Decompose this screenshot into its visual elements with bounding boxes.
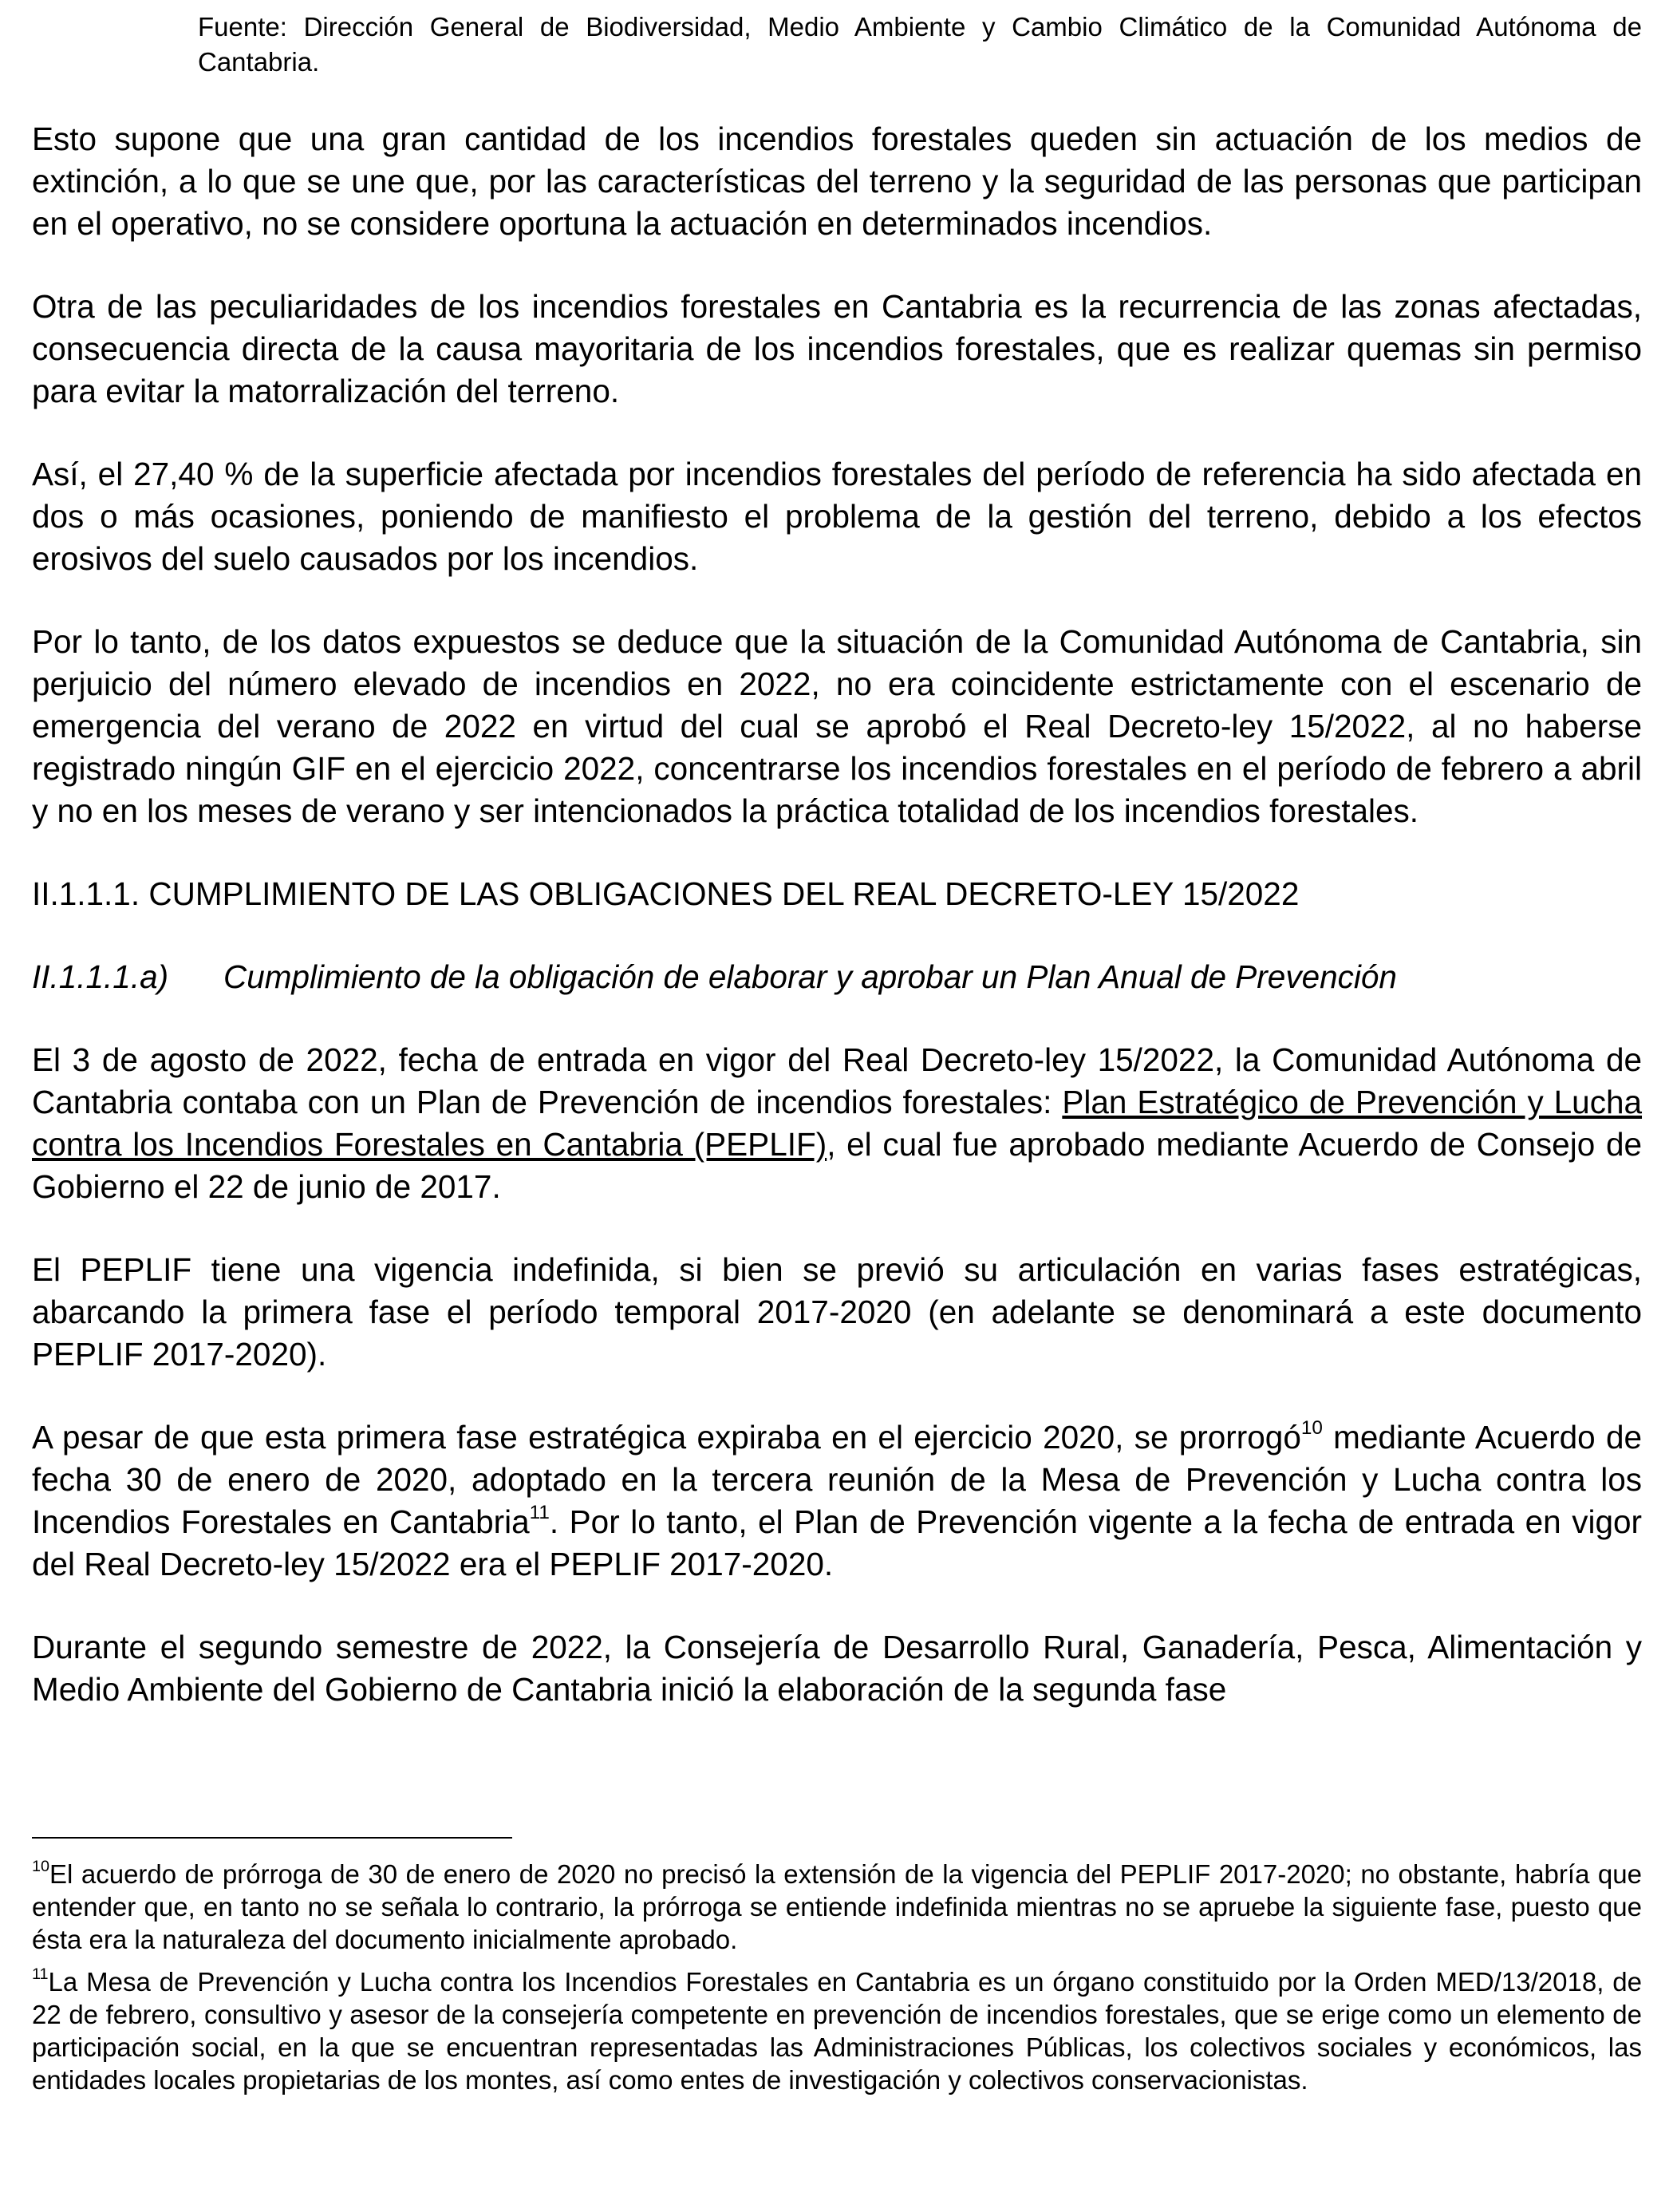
footnote-ref-10[interactable]: 10 <box>1300 1416 1323 1439</box>
paragraph-8: Durante el segundo semestre de 2022, la Consejería de Desarrollo Rural, Ganadería, Pesca, Alimentación y Medio Ambiente del Gobierno de Cantabria inició la elaboración de la segunda fase <box>32 1629 1642 1708</box>
paragraph-2: Otra de las peculiaridades de los incendios forestales en Cantabria es la recurrencia de las zonas afectadas, consecuencia directa de la causa mayoritaria de los incendios forestales, que es realizar quemas sin permiso para evitar la matorralización del terreno. <box>32 288 1642 409</box>
paragraph-7-part2: mediante Acuerdo de fecha 30 de enero de 2020, adoptado en la tercera reunión de la Mesa de Prevención y Lucha contra los Incendios Forestales en Cantabria <box>32 1419 1642 1540</box>
subheading-number: II.1.1.1.a) <box>32 958 169 995</box>
paragraph-4: Por lo tanto, de los datos expuestos se deduce que la situación de la Comunidad Autónoma de Cantabria, sin perjuicio del número elevado de incendios en 2022, no era coincidente estrictamente con el escenario de emergencia del verano de 2022 en virtud del cual se aprobó el Real Decreto-ley 15/2022, al no haberse registrado ningún GIF en el ejercicio 2022, concentrarse los incendios forestales en el período de febrero a abril y no en los meses de verano y ser intencionados la práctica totalidad de los incendios forestales. <box>32 623 1642 829</box>
peplif-plan-link[interactable]: Plan Estratégico de Prevención y Lucha contra los Incendios Forestales en Cantabria (PEPLIF) <box>32 1084 1643 1163</box>
footnote-text: La Mesa de Prevención y Lucha contra los Incendios Forestales en Cantabria es un órgano constituido por la Orden MED/13/2018, de 22 de febrero, consultivo y asesor de la consejería competente en prevención de incendios forestales, que se erige como un elemento de participación social, en la que se encuentran representadas las Administraciones Públicas, los colectivos sociales y económicos, las entidades locales propietarias de los montes, así como entes de investigación y colectivos conservacionistas. <box>32 1967 1642 2095</box>
subheading-title: Cumplimiento de la obligación de elaborar y aprobar un Plan Anual de Prevención <box>223 958 1397 995</box>
footnote-11 <box>32 1965 1642 2096</box>
paragraph-7 <box>32 1416 1642 1586</box>
paragraph-5 <box>32 1039 1642 1208</box>
source-note: Fuente: Dirección General de Biodiversidad, Medio Ambiente y Cambio Climático de la Comunidad Autónoma de Cantabria. <box>198 12 1642 77</box>
footnotes <box>32 1858 1642 2106</box>
section-heading: II.1.1.1. CUMPLIMIENTO DE LAS OBLIGACIONES DEL REAL DECRETO-LEY 15/2022 <box>32 875 1300 912</box>
main-text <box>32 118 1642 1752</box>
footnote-separator <box>32 1837 512 1839</box>
footnote-ref-11[interactable]: 11 <box>529 1501 550 1523</box>
footnote-number: 11 <box>32 1965 49 1984</box>
paragraph-3: Así, el 27,40 % de la superficie afectada por incendios forestales del período de referencia ha sido afectada en dos o más ocasiones, poniendo de manifiesto el problema de la gestión del terreno, debido a los efectos erosivos del suelo causados por los incendios. <box>32 456 1642 577</box>
paragraph-6: El PEPLIF tiene una vigencia indefinida, si bien se previó su articulación en varias fases estratégicas, abarcando la primera fase el período temporal 2017-2020 (en adelante se denominará a este documento PEPLIF 2017-2020). <box>32 1251 1642 1373</box>
paragraph-7-part1: A pesar de que esta primera fase estratégica expiraba en el ejercicio 2020, se prorrogó <box>32 1419 1301 1456</box>
footnote-10 <box>32 1858 1642 1956</box>
footnote-number: 10 <box>32 1858 50 1876</box>
section-subheading <box>32 956 1642 998</box>
paragraph-7-part3: . Por lo tanto, el Plan de Prevención vigente a la fecha de entrada en vigor del Real Decreto-ley 15/2022 era el PEPLIF 2017-2020. <box>32 1503 1642 1582</box>
footnote-text: El acuerdo de prórroga de 30 de enero de 2020 no precisó la extensión de la vigencia del PEPLIF 2017-2020; no obstante, habría que entender que, en tanto no se señala lo contrario, la prórroga se entiende indefinida mientras no se apruebe la siguiente fase, puesto que ésta era la naturaleza del documento inicialmente aprobado. <box>32 1859 1642 1954</box>
paragraph-1: Esto supone que una gran cantidad de los incendios forestales queden sin actuación de los medios de extinción, a lo que se une que, por las características del terreno y la seguridad de las personas que participan en el operativo, no se considere oportuna la actuación en determinados incendios. <box>32 120 1642 242</box>
paragraph-5-after: , el cual fue aprobado mediante Acuerdo de Consejo de Gobierno el 22 de junio de 2017. <box>32 1126 1642 1205</box>
paragraph-5-before: El 3 de agosto de 2022, fecha de entrada en vigor del Real Decreto-ley 15/2022, la Comunidad Autónoma de Cantabria contaba con un Plan de Prevención de incendios forestales: <box>32 1041 1642 1120</box>
